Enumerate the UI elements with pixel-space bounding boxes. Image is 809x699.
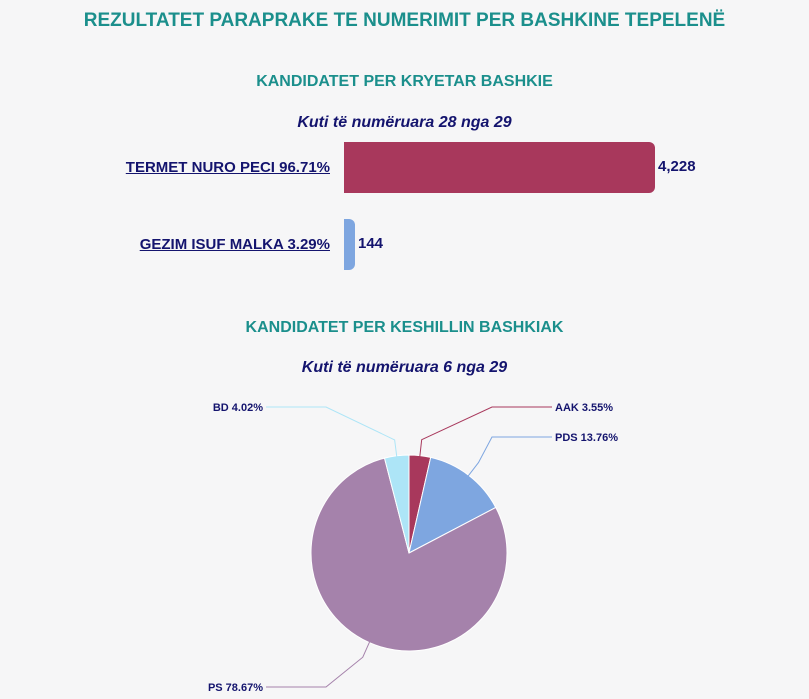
council-section-title: KANDIDATET PER KESHILLIN BASHKIAK <box>245 319 564 336</box>
pie-label-ps: PS 78.67% <box>207 682 263 694</box>
council-boxes-counted: Kuti të numëruara 6 nga 29 <box>301 359 508 376</box>
pie-connector-bd <box>266 407 397 460</box>
bar-value-0: 4,228 <box>658 157 696 175</box>
candidate-label-0[interactable]: TERMET NURO PECI 96.71% <box>125 158 330 176</box>
mayor-section-title: KANDIDATET PER KRYETAR BASHKIE <box>256 73 553 90</box>
page-title: REZULTATET PARAPRAKE TE NUMERIMIT PER BASHKINE TEPELENË <box>83 10 726 31</box>
council-pie-chart <box>0 380 809 699</box>
bar-1 <box>344 219 355 270</box>
bar-0 <box>344 142 655 193</box>
pie-label-pds: PDS 13.76% <box>555 432 618 444</box>
pie-connector-aak <box>419 407 552 460</box>
bar-value-1: 144 <box>358 234 384 252</box>
pie-label-aak: AAK 3.55% <box>555 402 614 414</box>
candidate-label-1[interactable]: GEZIM ISUF MALKA 3.29% <box>139 235 330 253</box>
mayor-boxes-counted: Kuti të numëruara 28 nga 29 <box>297 114 512 131</box>
pie-connector-pds <box>466 437 552 478</box>
pie-connector-ps <box>266 639 371 687</box>
pie-label-bd: BD 4.02% <box>212 402 263 414</box>
